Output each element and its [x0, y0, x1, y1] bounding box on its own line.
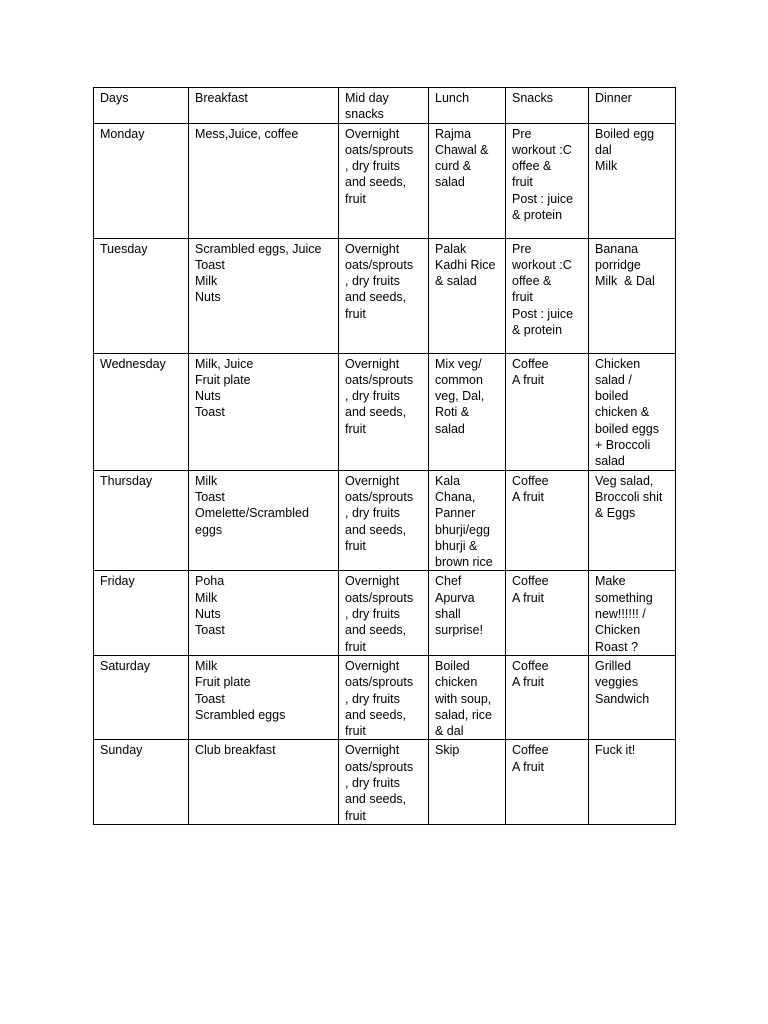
header-row — [94, 88, 676, 124]
snacks-cell: Coffee A fruit — [506, 571, 589, 655]
meal-plan-table — [93, 87, 676, 825]
day-cell: Friday — [94, 571, 189, 655]
header-snacks: Snacks — [506, 88, 589, 124]
snacks-cell: Coffee A fruit — [506, 740, 589, 824]
midday-snacks-cell: Overnight oats/sprouts , dry fruits and seeds, fruit — [339, 123, 429, 238]
lunch-cell: Chef Apurva shall surprise! — [429, 571, 506, 655]
midday-snacks-cell: Overnight oats/sprouts , dry fruits and seeds, fruit — [339, 353, 429, 470]
header-days: Days — [94, 88, 189, 124]
breakfast-cell: Mess,Juice, coffee — [189, 123, 339, 238]
snacks-cell: Coffee A fruit — [506, 655, 589, 739]
header-breakfast: Breakfast — [189, 88, 339, 124]
dinner-cell: Boiled egg dal Milk — [589, 123, 676, 238]
dinner-cell: Grilled veggies Sandwich — [589, 655, 676, 739]
day-cell: Saturday — [94, 655, 189, 739]
midday-snacks-cell: Overnight oats/sprouts , dry fruits and seeds, fruit — [339, 571, 429, 655]
day-cell: Sunday — [94, 740, 189, 824]
dinner-cell: Veg salad, Broccoli shit & Eggs — [589, 470, 676, 571]
midday-snacks-cell: Overnight oats/sprouts , dry fruits and seeds, fruit — [339, 238, 429, 353]
breakfast-cell: Milk, Juice Fruit plate Nuts Toast — [189, 353, 339, 470]
lunch-cell: Kala Chana, Panner bhurji/egg bhurji & brown rice — [429, 470, 506, 571]
snacks-cell: Coffee A fruit — [506, 353, 589, 470]
breakfast-cell: Poha Milk Nuts Toast — [189, 571, 339, 655]
snacks-cell: Pre workout :C offee & fruit Post : juice & protein — [506, 123, 589, 238]
day-cell: Tuesday — [94, 238, 189, 353]
dinner-cell: Chicken salad / boiled chicken & boiled eggs + Broccoli salad — [589, 353, 676, 470]
dinner-cell: Fuck it! — [589, 740, 676, 824]
midday-snacks-cell: Overnight oats/sprouts , dry fruits and seeds, fruit — [339, 655, 429, 739]
lunch-cell: Palak Kadhi Rice & salad — [429, 238, 506, 353]
day-cell: Monday — [94, 123, 189, 238]
midday-snacks-cell: Overnight oats/sprouts , dry fruits and seeds, fruit — [339, 470, 429, 571]
table-row — [94, 740, 676, 824]
day-cell: Wednesday — [94, 353, 189, 470]
breakfast-cell: Milk Toast Omelette/Scrambled eggs — [189, 470, 339, 571]
lunch-cell: Boiled chicken with soup, salad, rice & dal — [429, 655, 506, 739]
header-lunch: Lunch — [429, 88, 506, 124]
table-row — [94, 123, 676, 238]
breakfast-cell: Scrambled eggs, Juice Toast Milk Nuts — [189, 238, 339, 353]
table-row — [94, 655, 676, 739]
day-cell: Thursday — [94, 470, 189, 571]
lunch-cell: Mix veg/ common veg, Dal, Roti & salad — [429, 353, 506, 470]
lunch-cell: Rajma Chawal & curd & salad — [429, 123, 506, 238]
table-row — [94, 238, 676, 353]
header-midday-snacks: Mid day snacks — [339, 88, 429, 124]
table-row — [94, 571, 676, 655]
lunch-cell: Skip — [429, 740, 506, 824]
breakfast-cell: Club breakfast — [189, 740, 339, 824]
snacks-cell: Pre workout :C offee & fruit Post : juice & protein — [506, 238, 589, 353]
snacks-cell: Coffee A fruit — [506, 470, 589, 571]
midday-snacks-cell: Overnight oats/sprouts , dry fruits and seeds, fruit — [339, 740, 429, 824]
dinner-cell: Make something new!!!!!! / Chicken Roast ? — [589, 571, 676, 655]
header-dinner: Dinner — [589, 88, 676, 124]
table-row — [94, 470, 676, 571]
dinner-cell: Banana porridge Milk & Dal — [589, 238, 676, 353]
table-row — [94, 353, 676, 470]
breakfast-cell: Milk Fruit plate Toast Scrambled eggs — [189, 655, 339, 739]
